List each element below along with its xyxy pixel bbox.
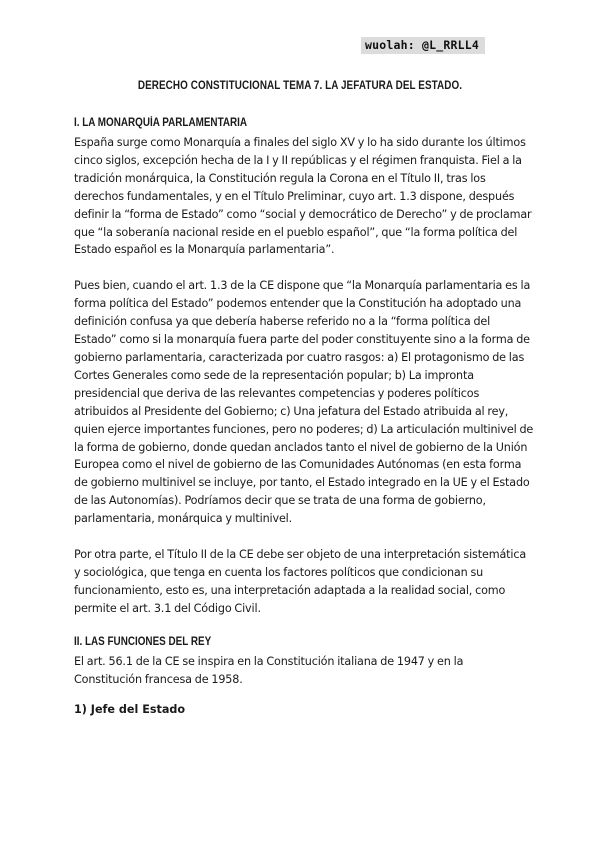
- paragraph-4: El art. 56.1 de la CE se inspira en la Constitución italiana de 1947 y en la Constitución francesa de 1958.: [74, 654, 464, 686]
- subheading-jefe-estado: 1) Jefe del Estado: [74, 703, 186, 717]
- section-heading-monarquia: I. LA MONARQUÍA PARLAMENTARIA: [74, 117, 248, 129]
- document-title: DERECHO CONSTITUCIONAL TEMA 7. LA JEFATURA DEL ESTADO.: [137, 80, 463, 92]
- paragraph-2: Pues bien, cuando el art. 1.3 de la CE dispone que “la Monarquía parlamentaria es la forma política del Estado” podemos entender que la Constitución ha adoptado una definición confusa ya que debería haberse referido no a la “forma política del Estado” como si la monarquía fuera parte del poder constituyente sino a la forma de gobierno parlamentaria, caracterizada por cuatro rasgos: a) El protagonismo de las Cortes Generales como sede de la representación popular; b) La impronta presidencial que deriva de las relevantes competencias y poderes políticos atribuidos al Presidente del Gobierno; c) Una jefatura del Estado atribuida al rey, quien ejerce importantes funciones, pero no poderes; d) La articulación multinivel de la forma de gobierno, donde quedan anclados tanto el nivel de gobierno de la Unión Europea como el nivel de gobierno de las Comunidades Autónomas (en esta forma de gobierno multinivel se incluye, por tanto, el Estado integrado en la UE y el Estado de las Autonomías). Podríamos decir que se trata de una forma de gobierno, parlamentaria, monárquica y multinivel.: [74, 279, 534, 526]
- watermark-label: wuolah: @L_RRLL4: [361, 37, 485, 54]
- paragraph-1: España surge como Monarquía a finales del siglo XV y lo ha sido durante los últimos cinco siglos, excepción hecha de la I y II repúblicas y el régimen franquista. Fiel a la tradición monárquica, la Constitución regula la Corona en el Título II, tras los derechos fundamentales, y en el Título Preliminar, cuyo art. 1.3 dispone, después definir la “forma de Estado” como “social y democrático de Derecho” y de proclamar que “la soberanía nacional reside en el pueblo español”, que “la forma política del Estado español es la Monarquía parlamentaria”.: [74, 136, 532, 257]
- document-body: [74, 115, 534, 718]
- paragraph-3: Por otra parte, el Título II de la CE debe ser objeto de una interpretación sistemática y sociológica, que tenga en cuenta los factores políticos que condicionan su funcionamiento, esto es, una interpretación adaptada a la realidad social, como permite el art. 3.1 del Código Civil.: [74, 548, 527, 615]
- section-heading-funciones: II. LAS FUNCIONES DEL REY: [74, 635, 212, 648]
